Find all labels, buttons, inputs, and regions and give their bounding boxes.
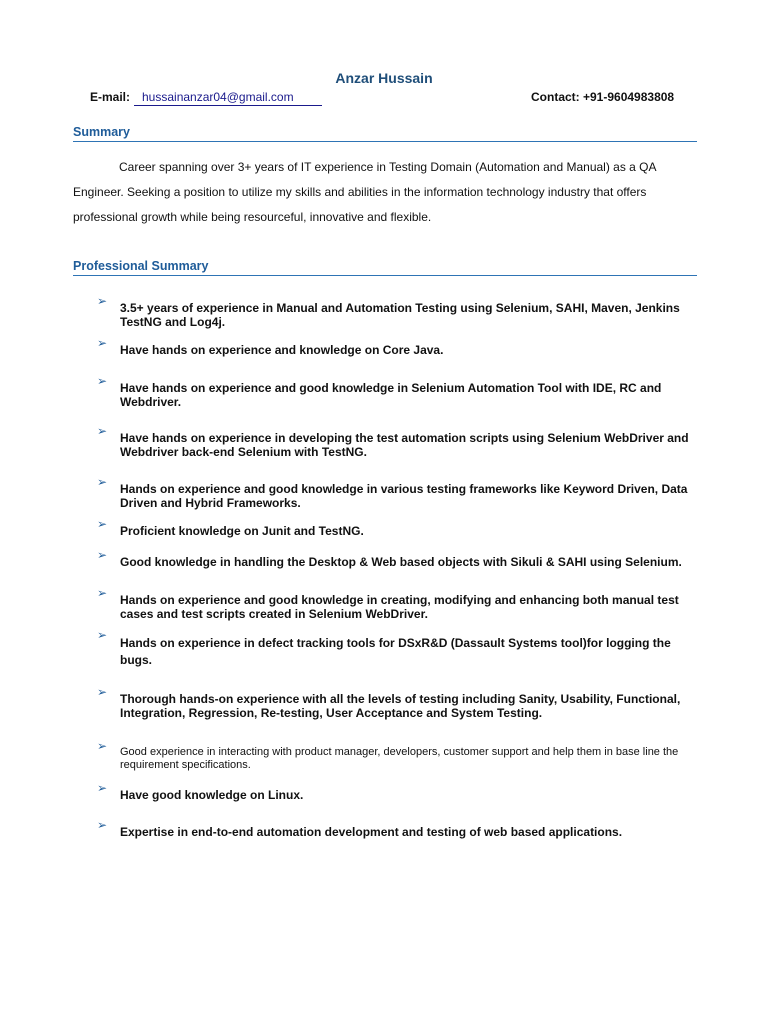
list-item-text: Hands on experience in defect tracking tools for DSxR&D (Dassault Systems tool)for logging the bugs.	[120, 636, 671, 667]
arrow-bullet-icon: ➢	[97, 374, 108, 388]
contact-info: Contact: +91-9604983808	[531, 90, 675, 104]
arrow-bullet-icon: ➢	[97, 475, 108, 489]
list-item-text: Hands on experience and good knowledge in various testing frameworks like Keyword Driven, Data Driven and Hybrid Frameworks.	[120, 482, 688, 510]
arrow-bullet-icon: ➢	[97, 781, 108, 795]
arrow-bullet-icon: ➢	[97, 548, 108, 562]
arrow-bullet-icon: ➢	[97, 336, 108, 350]
arrow-bullet-icon: ➢	[97, 517, 108, 531]
list-item-text: Thorough hands-on experience with all the levels of testing including Sanity, Usability, Functional, Integration, Regression, Re-testing, User Acceptance and System Testing.	[120, 692, 681, 720]
arrow-bullet-icon: ➢	[97, 628, 108, 642]
professional-summary-heading: Professional Summary	[73, 259, 697, 276]
arrow-bullet-icon: ➢	[97, 818, 108, 832]
list-item-text: Have hands on experience in developing the test automation scripts using Selenium WebDriver and Webdriver back-end Selenium with TestNG.	[120, 431, 689, 459]
candidate-name: Anzar Hussain	[335, 70, 433, 86]
summary-heading: Summary	[73, 125, 697, 142]
arrow-bullet-icon: ➢	[97, 685, 108, 699]
list-item-text: Have hands on experience and knowledge on Core Java.	[120, 343, 444, 357]
arrow-bullet-icon: ➢	[97, 294, 108, 308]
list-item-text: Good knowledge in handling the Desktop & Web based objects with Sikuli & SAHI using Selenium.	[120, 555, 682, 569]
summary-text: Career spanning over 3+ years of IT experience in Testing Domain (Automation and Manual) as a QA Engineer. Seeking a position to utilize my skills and abilities in the information technology industry that offers professional growth while being resourceful, innovative and flexible.	[73, 160, 656, 224]
list-item-text: Proficient knowledge on Junit and TestNG.	[120, 524, 364, 538]
list-item-text: 3.5+ years of experience in Manual and Automation Testing using Selenium, SAHI, Maven, Jenkins TestNG and Log4j.	[120, 301, 680, 329]
list-item-text: Have hands on experience and good knowledge in Selenium Automation Tool with IDE, RC and Webdriver.	[120, 381, 662, 409]
email-link[interactable]: hussainanzar04@gmail.com	[134, 90, 322, 106]
arrow-bullet-icon: ➢	[97, 586, 108, 600]
list-item-text: Have good knowledge on Linux.	[120, 788, 304, 802]
email-label: E-mail:	[90, 90, 131, 104]
arrow-bullet-icon: ➢	[97, 424, 108, 438]
arrow-bullet-icon: ➢	[97, 739, 108, 753]
list-item-text: Good experience in interacting with product manager, developers, customer support and help them in base line the requirement specifications.	[120, 746, 679, 771]
list-item-text: Hands on experience and good knowledge in creating, modifying and enhancing both manual test cases and test scripts created in Selenium WebDriver.	[120, 593, 679, 621]
list-item-text: Expertise in end-to-end automation development and testing of web based applications.	[120, 825, 623, 839]
